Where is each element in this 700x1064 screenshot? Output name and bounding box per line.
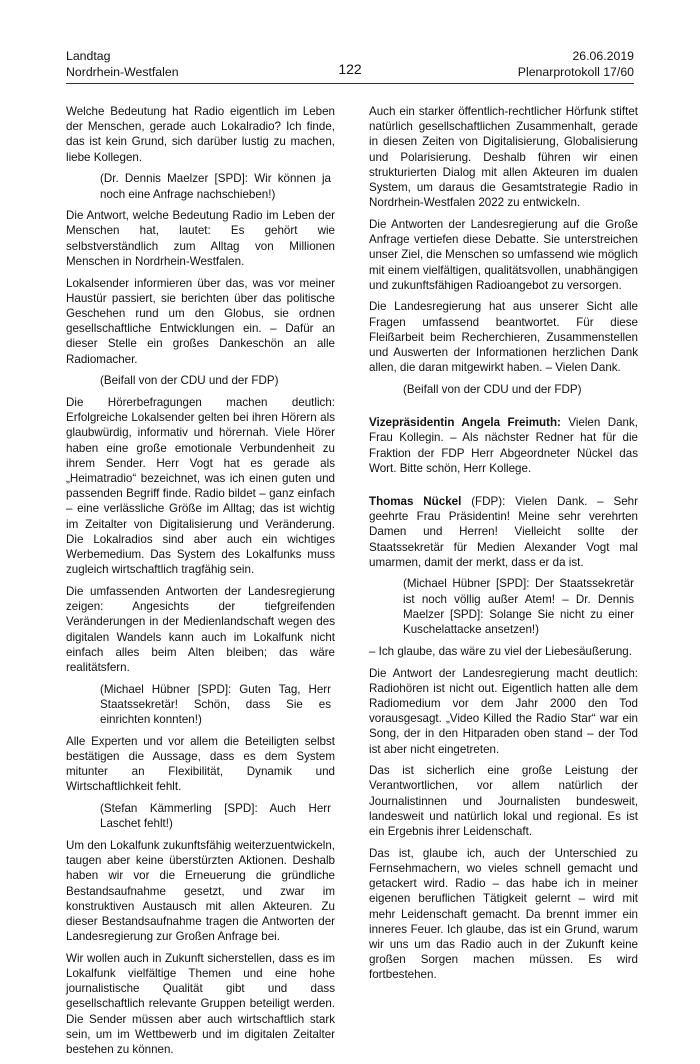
page-number: 122 bbox=[338, 61, 362, 77]
header-date: 26.06.2019 bbox=[572, 49, 634, 63]
paragraph: Die Antwort, welche Bedeutung Radio im Leben der Menschen hat, lautet: Es gehört wie selbstverständlich zum Alltag von Millionen Menschen in Nordrhein-Westfalen. bbox=[66, 209, 335, 268]
header-rule bbox=[66, 83, 634, 84]
page-header bbox=[66, 48, 634, 92]
paragraph: Alle Experten und vor allem die Beteiligten selbst bestätigen die Aussage, dass es dem System mitunter an Flexibilität, Dynamik und Wirtschaftlichkeit fehlt. bbox=[66, 734, 335, 794]
interjection: (Dr. Dennis Maelzer [SPD]: Wir können ja noch eine Anfrage nachschieben!) bbox=[100, 172, 331, 201]
paragraph: Das ist, glaube ich, auch der Unterschied zu Fernsehmachern, wo vieles schnell gemacht und getackert wird. Radio – das habe ich in meiner eigenen beruflichen Tätigkeit gelernt – wird mit mehr Leidenschaft gemacht. Da brennt immer ein inneres Feuer. Ich glaube, das ist ein Grund, warum wir uns um das Radio auch in der Zukunft keine großen Sorgen machen müssen. Es wird fortbestehen. bbox=[369, 846, 638, 982]
paragraph: Lokalsender informieren über das, was vor meiner Haustür passiert, sie berichten über das politische Geschehen rund um den Globus, sie ordnen gesellschaftliche Entwicklungen ein. – Dafür an dieser Stelle ein großes Dankeschön an alle Radiomacher. bbox=[66, 276, 335, 366]
paragraph: Die Landesregierung hat aus unserer Sicht alle Fragen umfassend beantwortet. Für diese Fleißarbeit beim Recherchieren, Zusammenstellen und Auswerten der Informationen herzlichen Dank allen, die daran mitgewirkt haben. – Vielen Dank. bbox=[369, 300, 638, 375]
header-state: Nordrhein-Westfalen bbox=[66, 65, 179, 79]
speaker-paragraph bbox=[369, 415, 638, 476]
paragraph: Um den Lokalfunk zukunftsfähig weiterzuentwickeln, taugen aber keine überstürzten Aktionen. Deshalb haben wir vor die Erneuerung die gründliche Bestandsaufnahme gesetzt, und zwar im konstruktiven Austausch mit allen Akteuren. Zu dieser Bestandsaufnahme tragen die Antworten der Landesregierung zur Großen Anfrage bei. bbox=[66, 838, 335, 944]
applause-note: (Beifall von der CDU und der FDP) bbox=[403, 382, 582, 396]
header-protocol: Plenarprotokoll 17/60 bbox=[517, 65, 634, 79]
interjection: (Michael Hübner [SPD]: Der Staatssekretär ist noch völlig außer Atem! – Dr. Dennis Maelzer [SPD]: Solange Sie nicht zu einer Kuschelattacke ansetzen!) bbox=[403, 577, 634, 637]
applause-note: (Beifall von der CDU und der FDP) bbox=[100, 374, 279, 388]
paragraph: Die Antwort der Landesregierung macht deutlich: Radiohören ist nicht out. Eigentlich hatten alle dem Radiomedium vor dem Jahr 2000 den Tod vorausgesagt. „Video Killed the Radio Star“ war ein Song, der in den Hitparaden oben stand – der Tod ist aber nicht eingetreten. bbox=[369, 666, 638, 756]
paragraph: Das ist sicherlich eine große Leistung der Verantwortlichen, vor allem natürlich der Journalistinnen und Journalisten bundesweit, landesweit und natürlich lokal und regional. Es ist ein Ergebnis ihrer Leidenschaft. bbox=[369, 764, 638, 839]
paragraph: Die Antworten der Landesregierung auf die Große Anfrage vertiefen diese Debatte. Sie unterstreichen unser Ziel, die Menschen so umfassend wie möglich mit einem vielfältigen, qualitätsvollen, unabhängigen und zukunftsfähigen Radioangebot zu versorgen. bbox=[369, 217, 638, 292]
speech-text: (FDP): Vielen Dank. – Sehr geehrte Frau Präsidentin! Meine sehr verehrten Damen und Herren! Vielleicht sollte der Staatssekretär für Medien Alexander Vogt mal umarmen, damit der merkt, dass er da ist. bbox=[369, 494, 638, 569]
speech-text: Vielen Dank, Frau Kollegin. – Als nächster Redner hat für die Fraktion der FDP Herr Abgeordneter Nückel das Wort. Bitte schön, Herr Kollege. bbox=[369, 416, 638, 475]
speaker-name: Vizepräsidentin Angela Freimuth: bbox=[369, 416, 561, 430]
paragraph: – Ich glaube, das wäre zu viel der Liebesäußerung. bbox=[369, 644, 632, 658]
paragraph: Welche Bedeutung hat Radio eigentlich im Leben der Menschen, gerade auch Lokalradio? Ich finde, das ist kein Grund, sich darüber lustig zu machen, liebe Kollegen. bbox=[66, 105, 335, 164]
header-right bbox=[518, 48, 634, 80]
paragraph: Auch ein starker öffentlich-rechtlicher Hörfunk stiftet natürlich gesellschaftlichen Zusammenhalt, gerade in diesen Zeiten von Digitalisierung, Globalisierung und Polarisierung. Deshalb führen wir einen strukturierten Dialog mit allen Akteuren im dualen System, um daraus die Gesamtstrategie Radio in Nordrhein-Westfalen 2022 zu entwickeln. bbox=[369, 105, 638, 210]
header-parliament: Landtag bbox=[66, 49, 111, 63]
left-column bbox=[66, 104, 335, 1064]
paragraph: Wir wollen auch in Zukunft sicherstellen, dass es im Lokalfunk vielfältige Themen und eine hohe journalistische Qualität gibt und dass gesellschaftlich relevante Gruppen beteiligt werden. Die Sender müssen aber auch wirtschaftlich stark sein, um im Wettbewerb und im digitalen Zeitalter bestehen zu können. bbox=[66, 951, 335, 1057]
interjection: (Stefan Kämmerling [SPD]: Auch Herr Laschet fehlt!) bbox=[100, 802, 331, 831]
paragraph: Die umfassenden Antworten der Landesregierung zeigen: Angesichts der tiefgreifenden Veränderungen in der Medienlandschaft wegen des digitalen Wandels kann auch im Lokalfunk nicht einfach alles beim Alten bleiben; das wäre realitätsfern. bbox=[66, 584, 335, 674]
speaker-name: Thomas Nückel bbox=[369, 494, 462, 508]
paragraph: Die Hörerbefragungen machen deutlich: Erfolgreiche Lokalsender gelten bei ihren Hörern als glaubwürdig, informativ und hörernah. Viele Hörer haben eine große emotionale Verbundenheit zu ihrem Sender. Herr Vogt hat es gerade als „Heimatradio“ bezeichnet, was ich einen guten und passenden Begriff finde. Radio bildet – ganz einfach – eine verlässliche Größe im Alltag; das ist wichtig im Zeitalter von Digitalisierung und Veränderung. Die Lokalradios sind aber auch ein wichtiges Werbemedium. Das System des Lokalfunks muss zugleich wirtschaftlich tragfähig sein. bbox=[66, 395, 335, 577]
speaker-paragraph bbox=[369, 494, 638, 570]
interjection: (Michael Hübner [SPD]: Guten Tag, Herr Staatssekretär! Schön, dass Sie es einrichten konnten!) bbox=[100, 682, 331, 727]
right-column bbox=[369, 104, 638, 989]
